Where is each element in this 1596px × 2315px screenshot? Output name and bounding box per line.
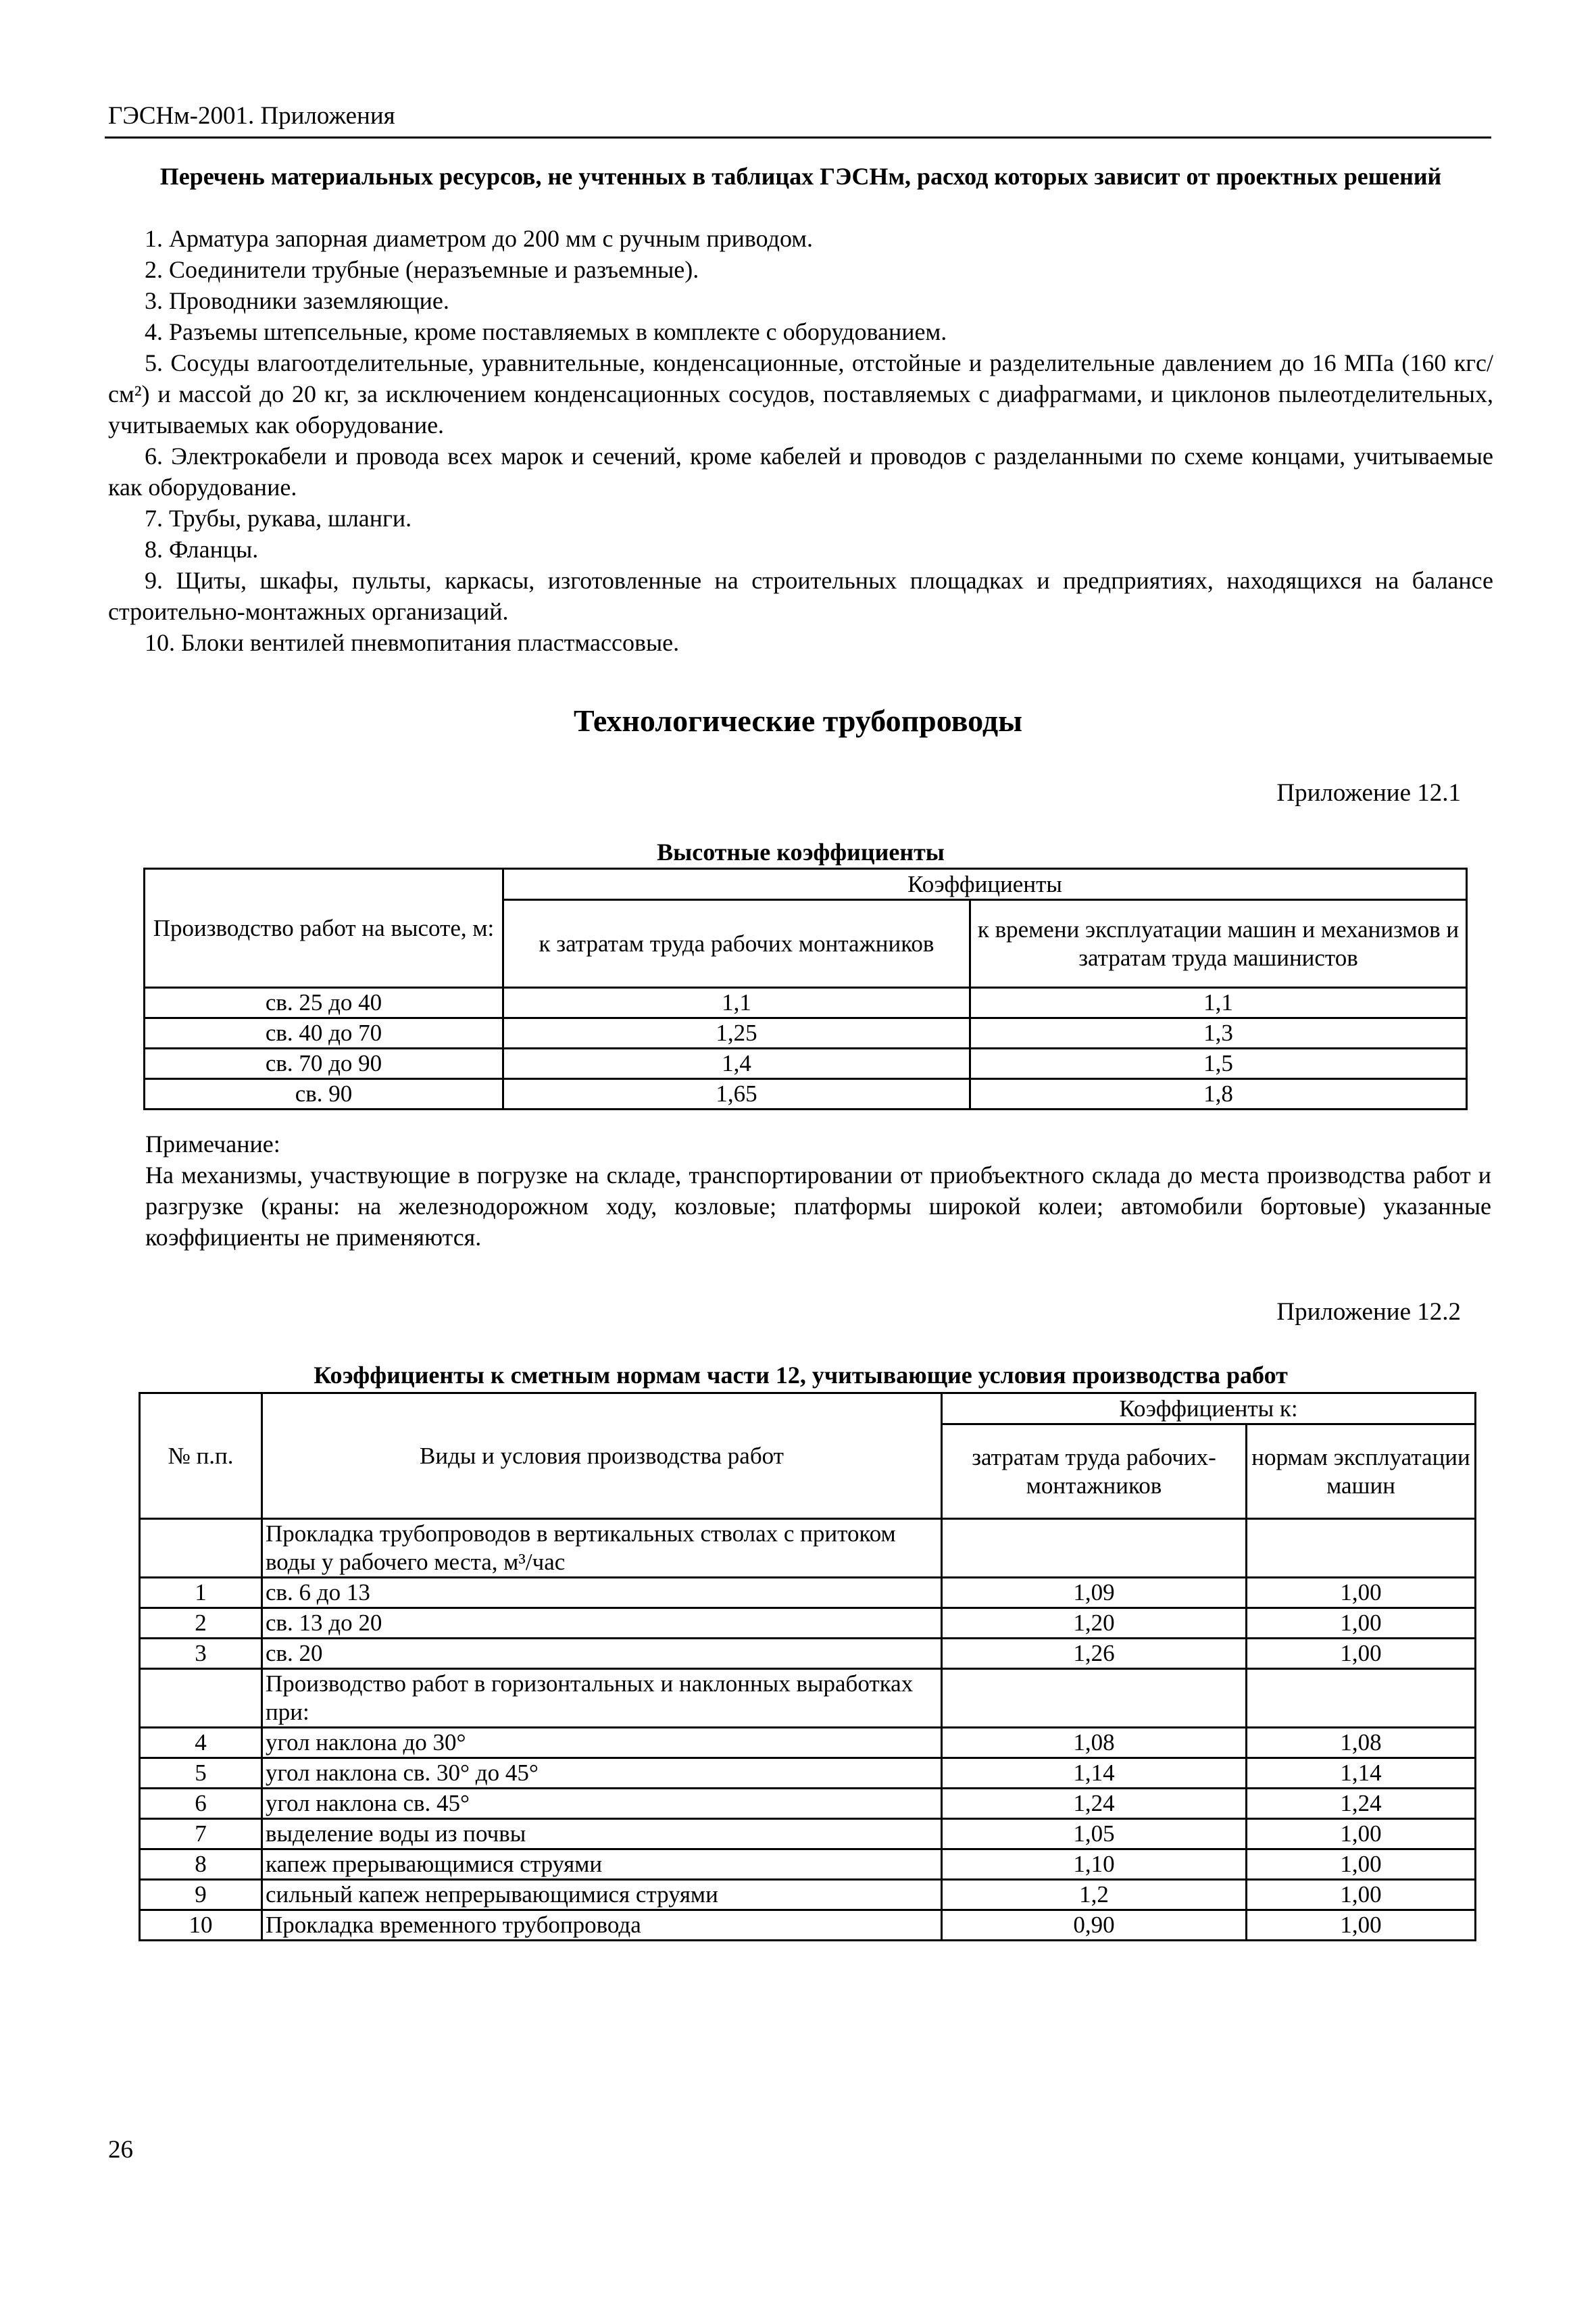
table-row — [145, 1079, 1467, 1110]
list-item: 4. Разъемы штепсельные, кроме поставляемых в комплекте с оборудованием. — [145, 318, 947, 345]
materials-list-title: Перечень материальных ресурсов, не учтенных в таблицах ГЭСНм, расход которых зависит от проектных решений — [159, 163, 1442, 190]
cell-labor: 1,1 — [503, 988, 970, 1018]
list-item: 5. Сосуды влагоотделительные, уравнительные, конденсационные, отстойные и разделительные давлением до 16 МПа (160 кгс/см²) и массой до 20 кг, за исключением конденсационных сосудов, поставляемых с диафрагмами, и циклонов пылеотделительных, учитываемых как оборудование. — [108, 349, 1493, 439]
cell-machines: 1,8 — [970, 1079, 1467, 1110]
col-header-work: Производство работ на высоте, м: — [145, 869, 503, 988]
cell-machines: 1,00 — [1247, 1880, 1476, 1910]
cell-num: 2 — [140, 1608, 262, 1639]
cell-num: 7 — [140, 1819, 262, 1849]
cell-labor: 1,25 — [503, 1018, 970, 1049]
col-header-coefficients: Коэффициенты — [503, 869, 1467, 900]
col-header-labor: затратам труда рабочих-монтажников — [942, 1424, 1247, 1519]
cell-labor: 1,4 — [503, 1049, 970, 1079]
col-header-kind: Виды и условия производства работ — [262, 1393, 942, 1519]
cell-kind: Прокладка временного трубопровода — [262, 1910, 942, 1941]
list-item: 6. Электрокабели и провода всех марок и сечений, кроме кабелей и проводов с разделанными по схеме концами, учитываемые как оборудование. — [108, 443, 1493, 501]
table-row — [140, 1639, 1476, 1669]
cell-range: св. 25 до 40 — [145, 988, 503, 1018]
cell-labor: 1,05 — [942, 1819, 1247, 1849]
cell-labor: 1,20 — [942, 1608, 1247, 1639]
note-text: На механизмы, участвующие в погрузке на складе, транспортировании от приобъектного склада до места производства работ и разгрузке (краны: на железнодорожном ходу, козловые; платформы широкой колеи; автомобили бортовые) указанные коэффициенты не применяются. — [145, 1162, 1491, 1251]
cell-labor: 1,24 — [942, 1789, 1247, 1819]
cell-labor: 1,14 — [942, 1758, 1247, 1789]
cell-kind: угол наклона до 30° — [262, 1728, 942, 1758]
table-title-height-coefficients: Высотные коэффициенты — [657, 839, 945, 866]
cell-machines: 1,24 — [1247, 1789, 1476, 1819]
cell-machines: 1,3 — [970, 1018, 1467, 1049]
list-item: 2. Соединители трубные (неразъемные и разъемные). — [145, 256, 699, 283]
col-header-num: № п.п. — [140, 1393, 262, 1519]
cell-kind: выделение воды из почвы — [262, 1819, 942, 1849]
cell-machines: 1,00 — [1247, 1578, 1476, 1608]
work-conditions-table — [139, 1392, 1476, 1941]
col-header-machines: к времени эксплуатации машин и механизмов и затратам труда машинистов — [970, 900, 1467, 988]
cell-num: 9 — [140, 1880, 262, 1910]
table-row — [140, 1758, 1476, 1789]
cell-kind: св. 6 до 13 — [262, 1578, 942, 1608]
list-item: 10. Блоки вентилей пневмопитания пластмассовые. — [145, 629, 680, 656]
cell-num: 6 — [140, 1789, 262, 1819]
height-coefficients-table — [143, 868, 1468, 1110]
col-header-labor: к затратам труда рабочих монтажников — [503, 900, 970, 988]
table-row — [140, 1789, 1476, 1819]
materials-list — [108, 223, 1493, 658]
page-number: 26 — [108, 2136, 133, 2164]
cell-machines: 1,08 — [1247, 1728, 1476, 1758]
table-group-row — [140, 1669, 1476, 1728]
table-row — [140, 1910, 1476, 1941]
cell-labor: 1,09 — [942, 1578, 1247, 1608]
cell-labor: 0,90 — [942, 1910, 1247, 1941]
group-heading: Прокладка трубопроводов в вертикальных стволах с притоком воды у рабочего места, м³/час — [262, 1519, 942, 1578]
table-row — [145, 1018, 1467, 1049]
table-row — [140, 1880, 1476, 1910]
cell-range: св. 70 до 90 — [145, 1049, 503, 1079]
table-row — [145, 988, 1467, 1018]
cell-num: 4 — [140, 1728, 262, 1758]
table-group-row — [140, 1519, 1476, 1578]
col-header-coefficients: Коэффициенты к: — [942, 1393, 1476, 1424]
table-row — [140, 1578, 1476, 1608]
cell-num: 1 — [140, 1578, 262, 1608]
note-label: Примечание: — [145, 1130, 280, 1158]
cell-machines: 1,00 — [1247, 1849, 1476, 1880]
cell-machines: 1,5 — [970, 1049, 1467, 1079]
cell-machines: 1,00 — [1247, 1608, 1476, 1639]
cell-num: 3 — [140, 1639, 262, 1669]
cell-kind: капеж прерывающимися струями — [262, 1849, 942, 1880]
table-title-work-conditions: Коэффициенты к сметным нормам части 12, учитывающие условия производства работ — [314, 1362, 1288, 1389]
list-item: 3. Проводники заземляющие. — [145, 287, 449, 314]
cell-range: св. 90 — [145, 1079, 503, 1110]
section-title: Технологические трубопроводы — [573, 703, 1023, 738]
cell-kind: св. 13 до 20 — [262, 1608, 942, 1639]
cell-kind: св. 20 — [262, 1639, 942, 1669]
cell-labor: 1,08 — [942, 1728, 1247, 1758]
col-header-machines: нормам эксплуатации машин — [1247, 1424, 1476, 1519]
table-row — [140, 1849, 1476, 1880]
cell-machines: 1,1 — [970, 988, 1467, 1018]
cell-machines: 1,14 — [1247, 1758, 1476, 1789]
list-item: 1. Арматура запорная диаметром до 200 мм с ручным приводом. — [145, 225, 814, 252]
cell-labor: 1,26 — [942, 1639, 1247, 1669]
list-item: 9. Щиты, шкафы, пульты, каркасы, изготовленные на строительных площадках и предприятиях, находящихся на балансе строительно-монтажных организаций. — [108, 567, 1493, 625]
cell-range: св. 40 до 70 — [145, 1018, 503, 1049]
appendix-label-12-2: Приложение 12.2 — [1276, 1298, 1461, 1326]
list-item: 7. Трубы, рукава, шланги. — [145, 505, 412, 532]
cell-kind: сильный капеж непрерывающимися струями — [262, 1880, 942, 1910]
cell-labor: 1,2 — [942, 1880, 1247, 1910]
cell-num: 8 — [140, 1849, 262, 1880]
header-rule — [105, 136, 1491, 139]
table-row — [140, 1728, 1476, 1758]
cell-num: 5 — [140, 1758, 262, 1789]
cell-machines: 1,00 — [1247, 1639, 1476, 1669]
list-item: 8. Фланцы. — [145, 536, 259, 563]
cell-machines: 1,00 — [1247, 1819, 1476, 1849]
cell-labor: 1,65 — [503, 1079, 970, 1110]
table-row — [140, 1819, 1476, 1849]
table-row — [145, 1049, 1467, 1079]
cell-kind: угол наклона св. 30° до 45° — [262, 1758, 942, 1789]
group-heading: Производство работ в горизонтальных и наклонных выработках при: — [262, 1669, 942, 1728]
cell-machines: 1,00 — [1247, 1910, 1476, 1941]
appendix-label-12-1: Приложение 12.1 — [1276, 779, 1461, 807]
cell-num: 10 — [140, 1910, 262, 1941]
cell-labor: 1,10 — [942, 1849, 1247, 1880]
running-header: ГЭСНм-2001. Приложения — [108, 102, 395, 130]
table-row — [140, 1608, 1476, 1639]
cell-kind: угол наклона св. 45° — [262, 1789, 942, 1819]
